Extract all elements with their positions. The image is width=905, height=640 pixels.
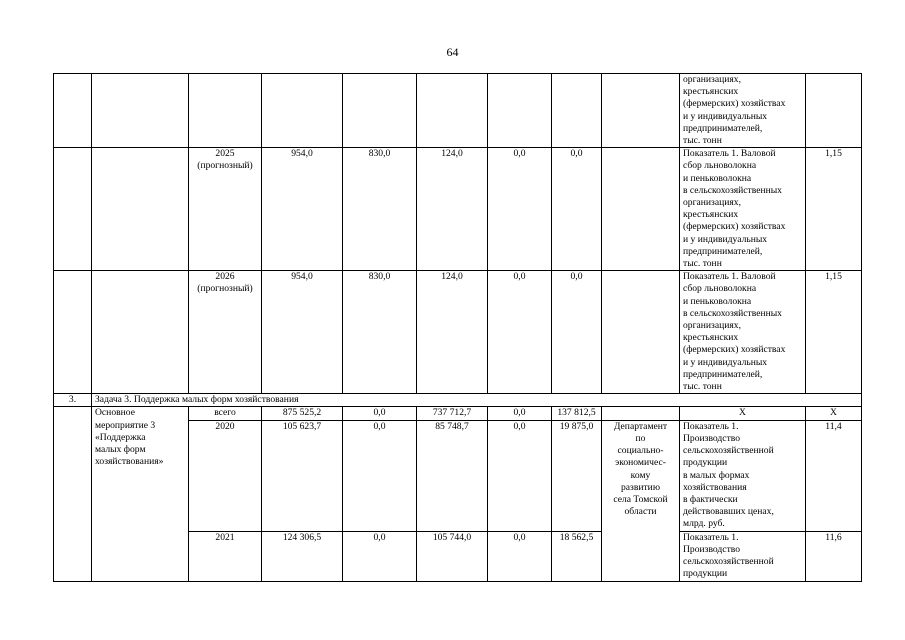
local-cell: 0,0 [488,148,552,271]
event-name: Основное мероприятие 3 «Поддержка малых форм хозяйствования» [92,407,189,581]
table-row [54,271,862,394]
other-cell: 19 875,0 [552,420,602,531]
year-cell: 2026 (прогнозный) [189,271,262,394]
regional-cell: 124,0 [417,148,488,271]
indicator-cell: организациях, крестьянских (фермерских) хозяйствах и у индивидуальных предпринимателей, тыс. тонн [680,74,806,148]
year-cell: 2021 [189,531,262,581]
other-cell: 0,0 [552,148,602,271]
indicator-cell: Х [680,407,806,420]
other-cell: 18 562,5 [552,531,602,581]
indicator-value-cell: 11,4 [806,420,862,531]
regional-cell: 124,0 [417,271,488,394]
total-cell: 124 306,5 [262,531,343,581]
regional-cell: 737 712,7 [417,407,488,420]
indicator-value-cell: 1,15 [806,148,862,271]
task-number: 3. [54,394,92,407]
program-budget-table [53,73,862,582]
page-number: 64 [446,45,459,59]
total-cell: 875 525,2 [262,407,343,420]
federal-cell: 830,0 [343,271,417,394]
local-cell: 0,0 [488,271,552,394]
executor-cell: Департамент по социально- экономичес- кому развитию села Томской области [602,420,680,581]
task-row [54,394,862,407]
federal-cell: 0,0 [343,531,417,581]
indicator-value-cell: Х [806,407,862,420]
year-cell: 2020 [189,420,262,531]
total-cell: 105 623,7 [262,420,343,531]
federal-cell: 830,0 [343,148,417,271]
total-cell: 954,0 [262,271,343,394]
total-cell: 954,0 [262,148,343,271]
table-row [54,407,862,420]
indicator-value-cell: 11,6 [806,531,862,581]
indicator-value-cell: 1,15 [806,271,862,394]
federal-cell: 0,0 [343,420,417,531]
federal-cell: 0,0 [343,407,417,420]
table-row [54,74,862,148]
year-cell: всего [189,407,262,420]
regional-cell: 85 748,7 [417,420,488,531]
year-cell: 2025 (прогнозный) [189,148,262,271]
local-cell: 0,0 [488,531,552,581]
indicator-cell: Показатель 1. Валовой сбор льноволокна и пеньковолокна в сельскохозяйственных организациях, крестьянских (фермерских) хозяйствах и у индивидуальных предпринимателей, тыс. тонн [680,148,806,271]
indicator-cell: Показатель 1. Валовой сбор льноволокна и пеньковолокна в сельскохозяйственных организациях, крестьянских (фермерских) хозяйствах и у индивидуальных предпринимателей, тыс. тонн [680,271,806,394]
regional-cell: 105 744,0 [417,531,488,581]
indicator-cell: Показатель 1. Производство сельскохозяйственной продукции [680,531,806,581]
indicator-cell: Показатель 1. Производство сельскохозяйственной продукции в малых формах хозяйствования в фактически действовавших ценах, млрд. руб. [680,420,806,531]
local-cell: 0,0 [488,420,552,531]
table-row [54,148,862,271]
other-cell: 0,0 [552,271,602,394]
local-cell: 0,0 [488,407,552,420]
task-title: Задача 3. Поддержка малых форм хозяйствования [92,394,862,407]
other-cell: 137 812,5 [552,407,602,420]
